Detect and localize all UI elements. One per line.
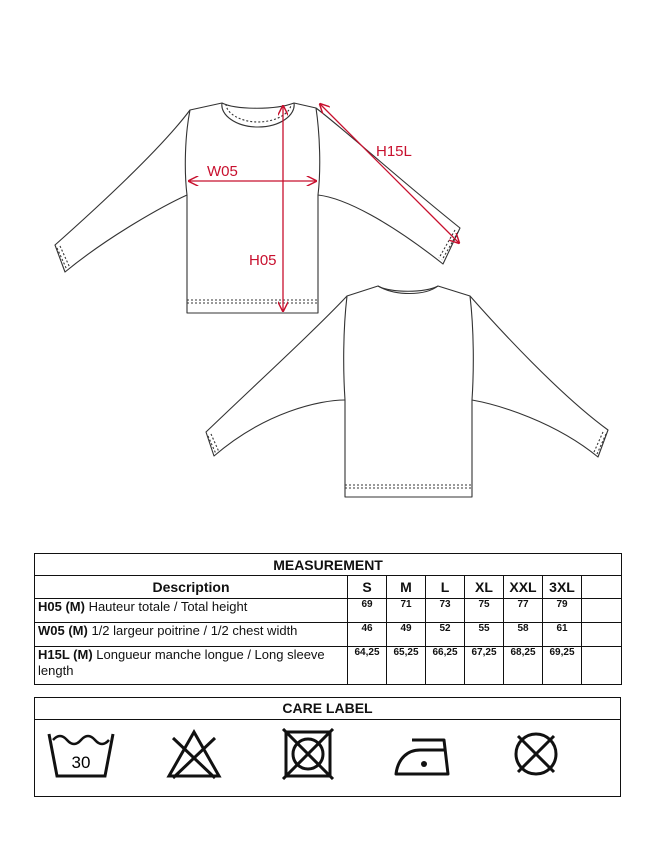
measurement-value: 68,25 (504, 647, 543, 685)
row-description (35, 599, 348, 623)
dimension-lines (189, 104, 459, 311)
measurement-value: 71 (387, 599, 426, 623)
measurement-text: Longueur manche longue / Long sleeve length (38, 647, 325, 678)
wash-temperature: 30 (71, 753, 91, 772)
measurement-code: H05 (M) (38, 599, 85, 614)
measurement-value: 65,25 (387, 647, 426, 685)
measurement-value: 79 (543, 599, 582, 623)
size-header: 3XL (543, 576, 582, 599)
measurement-value: 49 (387, 623, 426, 647)
front-view (55, 103, 460, 313)
table-row (35, 599, 622, 623)
measurement-value: 64,25 (348, 647, 387, 685)
back-right-sleeve (470, 296, 608, 457)
measurement-table (34, 553, 622, 685)
back-view (206, 286, 608, 497)
description-header: Description (35, 576, 348, 599)
size-header: XXL (504, 576, 543, 599)
back-left-sleeve (206, 296, 347, 456)
size-header-row (35, 576, 622, 599)
measurement-value: 67,25 (465, 647, 504, 685)
wash-30-icon (45, 728, 117, 780)
front-body-outline (185, 103, 319, 313)
care-icons-row (35, 720, 620, 797)
measurement-text: Hauteur totale / Total height (84, 599, 248, 614)
measurement-code: W05 (M) (38, 623, 88, 638)
back-body-outline (344, 286, 474, 497)
front-right-sleeve (316, 108, 460, 264)
measurement-code: H15L (M) (38, 647, 93, 662)
measurement-value: 75 (465, 599, 504, 623)
dimension-h15l-line (320, 104, 459, 243)
front-left-sleeve (55, 110, 190, 272)
size-header: M (387, 576, 426, 599)
size-header: XL (465, 576, 504, 599)
row-description (35, 647, 348, 685)
iron-low-heat-icon (390, 728, 458, 780)
measurement-value: 55 (465, 623, 504, 647)
measurement-value: 61 (543, 623, 582, 647)
measurement-value: 69,25 (543, 647, 582, 685)
care-label-box (34, 697, 621, 797)
do-not-dry-clean-icon (509, 728, 563, 780)
measurement-value (582, 623, 622, 647)
size-header: L (426, 576, 465, 599)
measurement-value: 77 (504, 599, 543, 623)
row-description (35, 623, 348, 647)
care-label-title: CARE LABEL (35, 698, 620, 720)
table-row (35, 623, 622, 647)
dimension-h15l-label: H15L (376, 143, 412, 160)
measurement-title: MEASUREMENT (35, 554, 622, 576)
measurement-value: 52 (426, 623, 465, 647)
measurement-value: 73 (426, 599, 465, 623)
measurement-value: 69 (348, 599, 387, 623)
dimension-w05-label: W05 (207, 163, 238, 180)
measurement-value (582, 647, 622, 685)
measurement-value (582, 599, 622, 623)
size-header: S (348, 576, 387, 599)
do-not-tumble-dry-icon (280, 728, 336, 780)
measurement-value: 58 (504, 623, 543, 647)
dimension-h05-label: H05 (249, 252, 277, 269)
measurement-value: 66,25 (426, 647, 465, 685)
size-header (582, 576, 622, 599)
measurement-text: 1/2 largeur poitrine / 1/2 chest width (87, 623, 298, 638)
table-row (35, 647, 622, 685)
do-not-bleach-icon (165, 728, 223, 780)
measurement-value: 46 (348, 623, 387, 647)
